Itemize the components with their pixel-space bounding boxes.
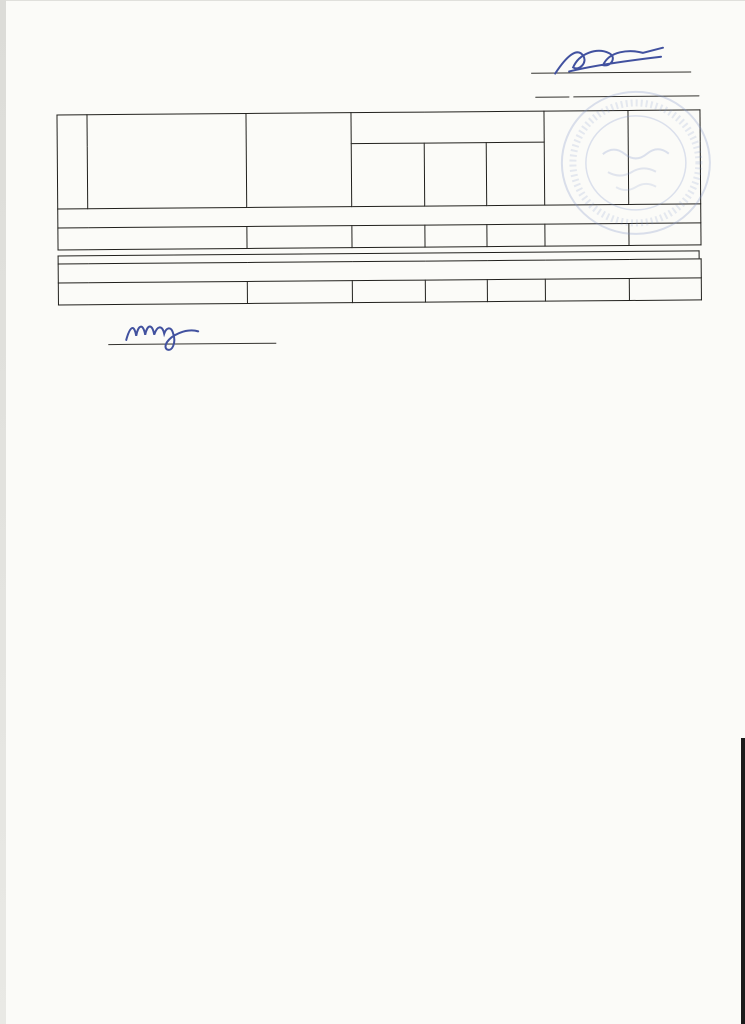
handwritten-month [573,95,699,97]
col-mass-header [246,113,352,208]
total-row-breakfast [58,223,701,250]
handwritten-day [535,96,569,97]
col-recipe-header [628,110,701,205]
director-signature [531,54,691,73]
menu-table-shift-2 [58,258,702,305]
col-protein-header [351,143,424,207]
approval-date-line [0,77,699,104]
total-label [58,226,247,249]
total-recipe [629,223,701,246]
menu-table-body-shift-1 [58,204,701,250]
menu-table-shift-1 [56,109,701,250]
col-energy-header [544,110,629,205]
director-name [691,54,699,73]
total-row-lunch [58,278,701,305]
total-fat [425,280,487,302]
total-fat [425,225,487,247]
total-protein [352,280,425,303]
col-carbs-header [486,142,544,205]
col-dish-header [87,113,247,208]
director-signature-line [0,53,699,80]
total-mass [247,226,352,249]
total-mass [247,281,352,304]
col-fat-header [424,143,486,206]
approval-block [0,53,699,104]
med-worker-signature [108,326,276,345]
col-nutrition-header [351,111,544,144]
total-carbs [487,279,545,301]
menu-table-body-shift-2 [58,259,701,305]
total-recipe [629,278,701,301]
total-energy [545,223,629,246]
med-signature-line [108,322,745,347]
total-carbs [487,224,545,246]
col-number-header [57,115,88,209]
total-protein [352,225,425,248]
total-energy [545,278,629,301]
total-label [58,281,247,304]
menu-table-header [57,110,701,209]
